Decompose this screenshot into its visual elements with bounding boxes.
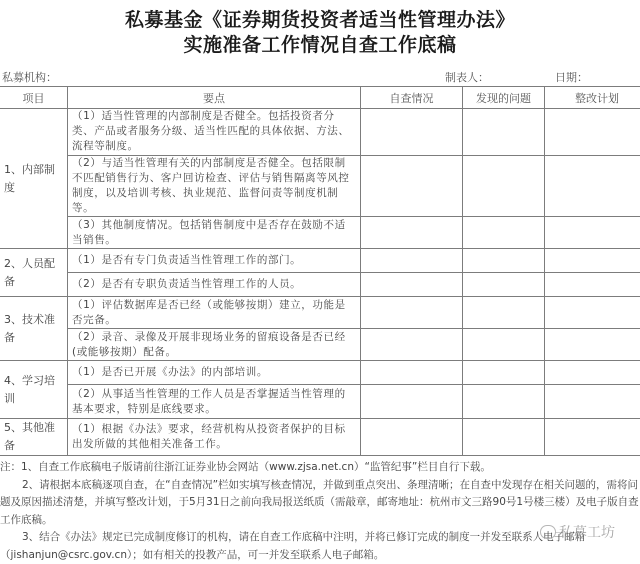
issues-cell[interactable] bbox=[463, 297, 545, 329]
self-check-cell[interactable] bbox=[361, 249, 463, 273]
self-check-cell[interactable] bbox=[361, 297, 463, 329]
document-title bbox=[0, 0, 640, 66]
preparer-label: 制表人： bbox=[445, 69, 489, 85]
issues-cell[interactable] bbox=[463, 155, 545, 217]
table-header-row bbox=[0, 87, 640, 109]
issues-cell[interactable] bbox=[463, 361, 545, 385]
issues-cell[interactable] bbox=[463, 329, 545, 361]
watermark bbox=[540, 522, 615, 542]
meta-row bbox=[0, 66, 640, 86]
plan-cell[interactable] bbox=[545, 329, 640, 361]
note-3: 3、结合《办法》规定已完成制度修订的机构，请在自查工作底稿中注明，并将已修订完成的制度一并发至联系人电子邮箱（jishanjun@csrc.gov.cn）；如有相关的投教产品，可一并发至联系人电子邮箱。 bbox=[0, 529, 640, 564]
key-point: （2）是否有专职负责适当性管理工作的人员。 bbox=[68, 273, 361, 297]
plan-cell[interactable] bbox=[545, 297, 640, 329]
issues-cell[interactable] bbox=[463, 385, 545, 419]
plan-cell[interactable] bbox=[545, 249, 640, 273]
key-point: （1）是否已开展《办法》的内部培训。 bbox=[68, 361, 361, 385]
notes-section bbox=[0, 459, 640, 564]
self-check-cell[interactable] bbox=[361, 217, 463, 249]
self-check-cell[interactable] bbox=[361, 155, 463, 217]
key-point: （1）根据《办法》要求，经营机构从投资者保护的目标出发所做的其他相关准备工作。 bbox=[68, 419, 361, 456]
issues-cell[interactable] bbox=[463, 249, 545, 273]
plan-cell[interactable] bbox=[545, 361, 640, 385]
self-check-cell[interactable] bbox=[361, 361, 463, 385]
header-self-check: 自查情况 bbox=[361, 87, 463, 109]
key-point: （1）是否有专门负责适当性管理工作的部门。 bbox=[68, 249, 361, 273]
table-row bbox=[0, 297, 640, 329]
self-check-cell[interactable] bbox=[361, 273, 463, 297]
watermark-text: 私募工坊 bbox=[559, 522, 615, 542]
header-issues-found: 发现的问题 bbox=[463, 87, 545, 109]
table-row bbox=[0, 385, 640, 419]
plan-cell[interactable] bbox=[545, 273, 640, 297]
category-internal-system: 1、内部制度 bbox=[0, 109, 68, 249]
key-point: （2）与适当性管理有关的内部制度是否健全。包括限制不匹配销售行为、客户回访检查、评估与销售隔离等风控制度，以及培训考核、执业规范、监督问责等制度机制等。 bbox=[68, 155, 361, 217]
table-row bbox=[0, 217, 640, 249]
category-other: 5、其他准备 bbox=[0, 419, 68, 456]
category-staffing: 2、人员配备 bbox=[0, 249, 68, 297]
header-key-points: 要点 bbox=[68, 87, 361, 109]
table-row bbox=[0, 419, 640, 456]
key-point: （1）评估数据库是否已经（或能够按期）建立，功能是否完备。 bbox=[68, 297, 361, 329]
table-row bbox=[0, 329, 640, 361]
title-line-2: 实施准备工作情况自查工作底稿 bbox=[0, 33, 640, 58]
note-1: 注：1、自查工作底稿电子版请前往浙江证券业协会网站（www.zjsa.net.cn）“监管纪事”栏目自行下载。 bbox=[0, 459, 640, 477]
plan-cell[interactable] bbox=[545, 385, 640, 419]
title-line-1: 私募基金《证券期货投资者适当性管理办法》 bbox=[0, 8, 640, 33]
wechat-logo-icon bbox=[540, 525, 556, 539]
header-rectification-plan: 整改计划 bbox=[545, 87, 640, 109]
self-check-table bbox=[0, 86, 640, 456]
table-row bbox=[0, 155, 640, 217]
self-check-cell[interactable] bbox=[361, 385, 463, 419]
note-2: 2、请根据本底稿逐项自查，在“自查情况”栏如实填写核查情况，并做到重点突出、条理清晰；在自查中发现存在相关问题的，需将问题及原因描述清楚，并填写整改计划，于5月31日之前向我局报送纸质（需敲章，邮寄地址：杭州市文三路90号1号楼三楼）及电子版自查工作底稿。 bbox=[0, 477, 640, 530]
plan-cell[interactable] bbox=[545, 155, 640, 217]
plan-cell[interactable] bbox=[545, 217, 640, 249]
issues-cell[interactable] bbox=[463, 273, 545, 297]
self-check-cell[interactable] bbox=[361, 329, 463, 361]
date-label: 日期： bbox=[555, 69, 588, 85]
issues-cell[interactable] bbox=[463, 109, 545, 156]
table-row bbox=[0, 361, 640, 385]
issues-cell[interactable] bbox=[463, 217, 545, 249]
issues-cell[interactable] bbox=[463, 419, 545, 456]
table-row bbox=[0, 273, 640, 297]
key-point: （1）适当性管理的内部制度是否健全。包括投资者分类、产品或者服务分级、适当性匹配的具体依据、方法、流程等制度。 bbox=[68, 109, 361, 156]
table-row bbox=[0, 109, 640, 156]
plan-cell[interactable] bbox=[545, 109, 640, 156]
table-row bbox=[0, 249, 640, 273]
plan-cell[interactable] bbox=[545, 419, 640, 456]
key-point: （3）其他制度情况。包括销售制度中是否存在鼓励不适当销售。 bbox=[68, 217, 361, 249]
self-check-cell[interactable] bbox=[361, 109, 463, 156]
category-technical: 3、技术准备 bbox=[0, 297, 68, 361]
header-item: 项目 bbox=[0, 87, 68, 109]
key-point: （2）录音、录像及开展非现场业务的留痕设备是否已经(或能够按期）配备。 bbox=[68, 329, 361, 361]
key-point: （2）从事适当性管理的工作人员是否掌握适当性管理的基本要求，特别是底线要求。 bbox=[68, 385, 361, 419]
institution-label: 私募机构： bbox=[2, 69, 57, 85]
category-training: 4、学习培训 bbox=[0, 361, 68, 419]
self-check-cell[interactable] bbox=[361, 419, 463, 456]
